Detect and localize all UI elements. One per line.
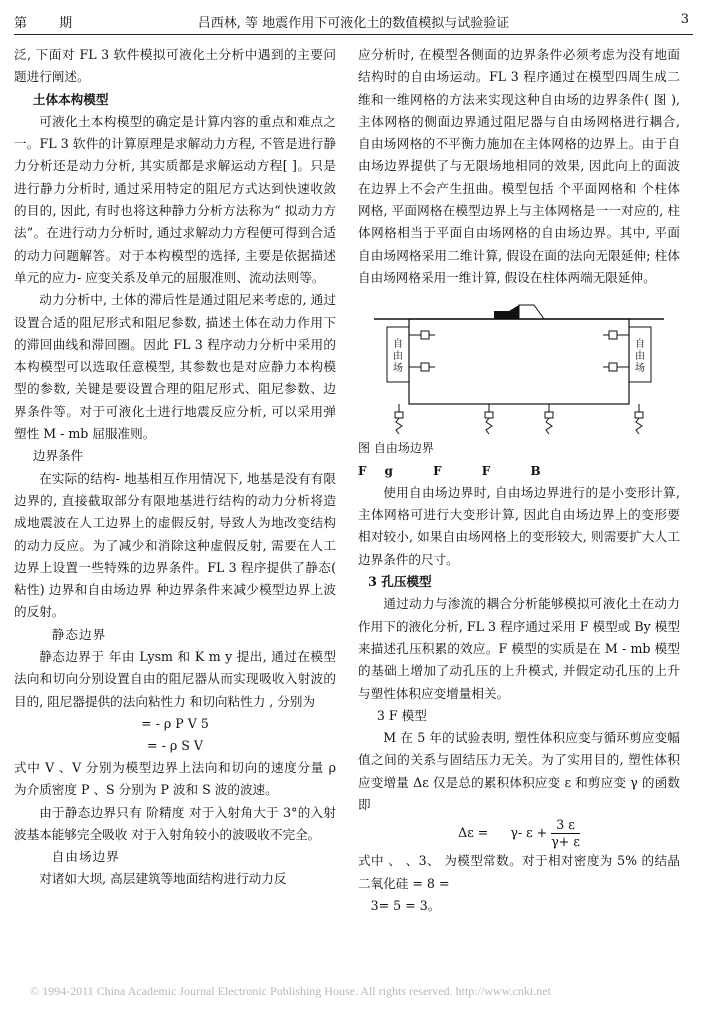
paragraph: 在实际的结构- 地基相互作用情况下, 地基是没有有限边界的, 直接截取部分有限地基进行结构的动力分析将造成地震波在人工边界上的虚假反射, 导致人为地改变结构的动力反应。为了减少和消除这种虚假反射, 需要在人工边界上设置一些特殊的边界条件。FL 3 程序提供了静态( 粘性) 边界和自由场边界 种边界条件来减少模型边界上波的反射。 bbox=[14, 470, 336, 620]
page-header bbox=[14, 6, 693, 35]
figure-caption-english: Fg F F B bbox=[358, 463, 559, 478]
running-title: 吕西林, 等 地震作用下可液化土的数值模拟与试验验证 bbox=[197, 16, 510, 31]
copyright-footer: © 1994-2011 China Academic Journal Electronic Publishing House. All rights reserved. http://www.cnki.net bbox=[30, 984, 551, 998]
paragraph: 可液化土本构模型的确定是计算内容的重点和难点之一。FL 3 软件的计算原理是求解动力方程, 不管是进行静力分析还是动力分析, 其实质都是求解运动方程[ ]。只是进行静力分析时, 通过采用特定的阻尼方式达到快速收敛的目的, 因此, 有时也将这种静力分析方法称为“ 拟动力方法”。在进行动力分析时, 通过求解动力方程便可得到合适的动力问题解答。对于本构模型的选择, 主要是依据描述单元的应力- 应变关系及单元的屈服准则、流动法则等。 bbox=[14, 113, 336, 285]
free-field-figure bbox=[369, 297, 669, 437]
issue-label: 第 期 bbox=[14, 16, 87, 31]
section-heading-pore-pressure: 3 孔压模型 bbox=[368, 574, 432, 590]
equation-fraction: $\frac{3 \varepsilon}{\gamma+ \varepsilon}$ bbox=[551, 817, 580, 850]
equation-shear-viscous: = - ρ S V bbox=[147, 737, 203, 753]
paragraph: 对诸如大坝, 高层建筑等地面结构进行动力反 bbox=[39, 871, 287, 887]
paragraph: M 在 5 年的试验表明, 塑性体积应变与循环剪应变幅值之间的关系与固结压力无关。为了实用目的, 塑性体积应变增量 Δε 仅是总的累积体积应变 ε 和剪应变 γ 的函数 即 bbox=[358, 730, 680, 813]
paragraph: 式中 V 、V 分别为模型边界上法向和切向的速度分量 ρ 为介质密度 P 、S 分别为 P 波和 S 波的波速。 bbox=[14, 759, 336, 798]
free-field-label-left: 自由场 bbox=[393, 339, 403, 375]
equation-volume-strain: Δε = γ- ε + $\frac{3 \varepsilon}{\gamma+ \varepsilon}$ bbox=[458, 817, 580, 850]
paragraph: 由于静态边界只有 阶精度 对于入射角大于 3°的入射波基本能够完全吸收 对于入射角较小的波吸收不完全。 bbox=[14, 804, 336, 842]
section-heading-boundary: 边界条件 bbox=[32, 448, 84, 464]
paragraph: 静态边界于 年由 Lysm 和 K m y 提出, 通过在模型法向和切向分别设置自由的阻尼器从而实现吸收入射波的目的, 阻尼器提供的法向粘性力 和切向粘性力 , 分别为 bbox=[14, 649, 336, 709]
paragraph: 式中 、 、3、 为模型常数。对于相对密度为 5% 的结晶二氧化硅 = 8 = bbox=[358, 853, 680, 891]
subsection-heading-free-field: 自由场边界 bbox=[51, 849, 120, 865]
free-field-diagram bbox=[369, 297, 669, 437]
subsection-heading-f-model: 3 F 模型 bbox=[376, 707, 427, 723]
paragraph: 使用自由场边界时, 自由场边界进行的是小变形计算, 主体网格可进行大变形计算, 因此自由场边界上的变形要相对较小, 如果自由场网格上的变形较大, 则需要扩大人工边界条件的尺寸。 bbox=[358, 484, 680, 567]
section-heading-soil-model: 土体本构模型 bbox=[32, 91, 109, 107]
paragraph: 动力分析中, 土体的滞后性是通过阻尼来考虑的, 通过设置合适的阻尼形式和阻尼参数, 描述土体在动力作用下的滞回曲线和滞回圈。因此 FL 3 程序动力分析中采用的本构模型可以选取任意模型, 其参数也是对应静力本构模型的参数, 关键是要设置合理的阻尼形式、阻尼参数、边界条件等。对于可液化土进行地震反应分析, 可以采用弹塑性 M - mb 屈服准则。 bbox=[14, 292, 336, 442]
equation-normal-viscous: = - ρ P V 5 bbox=[141, 715, 209, 731]
paragraph: 应分析时, 在模型各侧面的边界条件必须考虑为没有地面结构时的自由场运动。FL 3 程序通过在模型四周生成二维和一维网格的方法来实现这种自由场的边界条件( 图 ), 主体网格的侧面边界通过阻尼器与自由场网格进行耦合, 自由场网格的不平衡力施加在主体网格的边界上。由于自由场边界提供了与无限场地相同的效果, 因此向上的面波在边界上不会产生扭曲。模型包括 个平面网格和 个柱体网格, 平面网格在模型边界上与主体网格是一一对应的, 柱体网格相当于平面自由场网格的自由场边界。其中, 平面自由场网格采用二维计算, 假设在面的法向无限延伸; 柱体自由场网格采用一维计算, 假设在柱体两端无限延伸。 bbox=[358, 47, 680, 285]
figure-caption: 图 自由场边界 bbox=[358, 441, 434, 456]
equation-number: 5 bbox=[200, 715, 209, 731]
subsection-heading-static-boundary: 静态边界 bbox=[51, 626, 107, 642]
free-field-label-right: 自由场 bbox=[635, 339, 645, 375]
right-column bbox=[358, 44, 680, 917]
paragraph: 3= 5 = 3。 bbox=[370, 897, 441, 913]
left-column bbox=[14, 44, 336, 891]
page-number: 3 bbox=[680, 12, 689, 27]
paragraph: 泛, 下面对 FL 3 软件模拟可液化土分析中遇到的主要问题进行阐述。 bbox=[14, 47, 336, 85]
paragraph: 通过动力与渗流的耦合分析能够模拟可液化土在动力作用下的液化分析, FL 3 程序通过采用 F 模型或 By 模型来描述孔压积累的效应。F 模型的实质是在 M - mb 模型的基础上增加了动孔压的上升模式, 并假定动孔压的上升与塑性体积应变增量相关。 bbox=[358, 596, 680, 701]
